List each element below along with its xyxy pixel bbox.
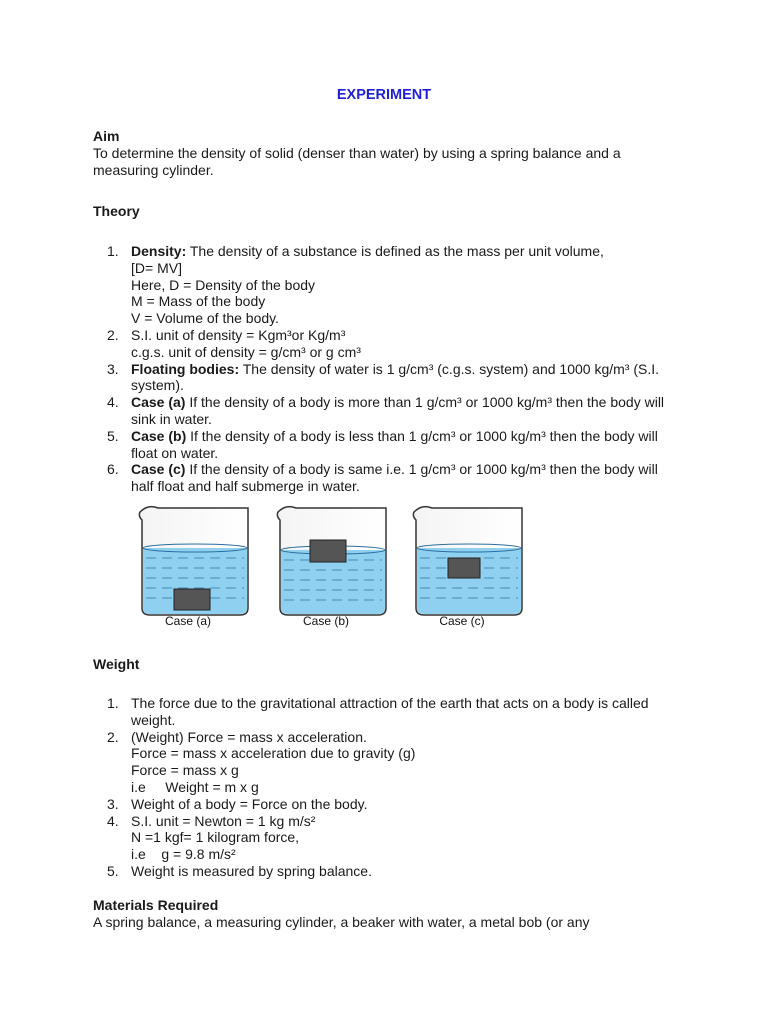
weight-item-3: 3. Weight of a body = Force on the body.: [107, 795, 368, 812]
weight-list: [93, 695, 683, 880]
theory-item-6: 6. Case (c) If the density of a body is same i.e. 1 g/cm³ or 1000 kg/m³ then the body will half float and half submerge in water.: [107, 461, 658, 495]
theory-item-1: 1. Density: The density of a substance is defined as the mass per unit volume, [D= MV] Here, D = Density of the body M = Mass of the body V = Volume of the body.: [107, 243, 604, 327]
density-cases-figure: [128, 500, 528, 640]
weight-item-2: 2. (Weight) Force = mass x acceleration. Force = mass x acceleration due to gravity (g) Force = mass x g i.e Weight = m x g: [107, 728, 416, 795]
weight-heading: Weight: [93, 656, 140, 672]
theory-item-5: 5. Case (b) If the density of a body is less than 1 g/cm³ or 1000 kg/m³ then the body will float on water.: [107, 427, 658, 461]
theory-list: [93, 243, 683, 495]
aim-heading: Aim: [93, 128, 120, 144]
theory-item-2: 2. S.I. unit of density = Kgm³or Kg/m³ c.g.s. unit of density = g/cm³ or g cm³: [107, 326, 361, 360]
beaker-case-a: [139, 507, 248, 615]
theory-heading: Theory: [93, 203, 140, 219]
case-a-label: Case (a): [164, 614, 212, 628]
weight-item-1: 1. The force due to the gravitational attraction of the earth that acts on a body is called weight.: [107, 695, 649, 728]
case-b-label: Case (b): [302, 614, 350, 628]
theory-item-3: 3. Floating bodies: The density of water is 1 g/cm³ (c.g.s. system) and 1000 kg/m³ (S.I. system).: [107, 360, 659, 394]
aim-text: To determine the density of solid (denser than water) by using a spring balance and a measuring cylinder.: [93, 145, 621, 178]
theory-item-4: 4. Case (a) If the density of a body is more than 1 g/cm³ or 1000 kg/m³ then the body will sink in water.: [107, 394, 665, 427]
materials-heading: Materials Required: [93, 897, 219, 913]
materials-text: A spring balance, a measuring cylinder, a beaker with water, a metal bob (or any: [93, 914, 590, 930]
beaker-case-c: [413, 507, 522, 615]
beaker-case-b: [277, 507, 386, 615]
weight-item-5: 5. Weight is measured by spring balance.: [107, 862, 372, 879]
case-c-label: Case (c): [439, 614, 485, 628]
document-title: EXPERIMENT: [336, 87, 432, 103]
weight-item-4: 4. S.I. unit = Newton = 1 kg m/s² N =1 kgf= 1 kilogram force, i.e g = 9.8 m/s²: [107, 812, 316, 863]
